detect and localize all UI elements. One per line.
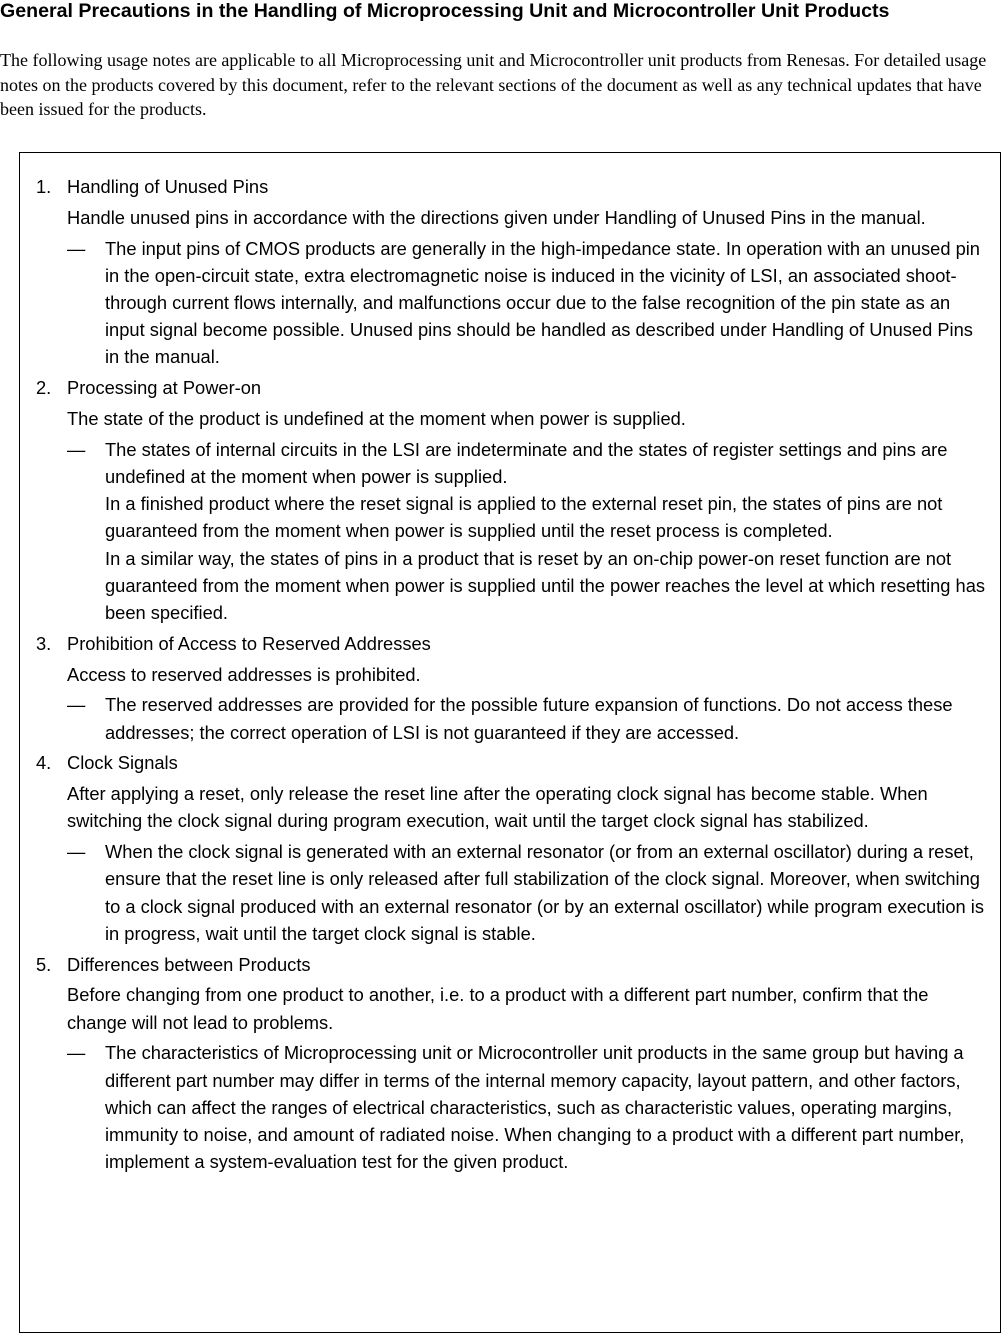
detail-paragraph: The states of internal circuits in the LSI are indeterminate and the states of register settings and pins are undefined at the moment when power is supplied. (105, 438, 948, 487)
detail-paragraph: The reserved addresses are provided for the possible future expansion of functions. Do not access these addresses; the correct operation of LSI is not guaranteed if they are accessed. (105, 694, 953, 743)
note-item (20, 630, 1002, 746)
detail-paragraph: The input pins of CMOS products are generally in the high-impedance state. In operation with an unused pin in the open-circuit state, extra electromagnetic noise is induced in the vicinity of LSI, an associated shoot-through current flows internally, and malfunctions occur due to the false recognition of the pin state as an input signal become possible. Unused pins should be handled as described under Handling of Unused Pins in the manual. (105, 237, 980, 368)
intro-paragraph: The following usage notes are applicable to all Microprocessing unit and Microcontroller unit products from Renesas. For detailed usage notes on the products covered by this document, refer to the relevant sections of the document as well as any technical updates that have been issued for the products. (0, 50, 987, 119)
detail-paragraph: The characteristics of Microprocessing unit or Microcontroller unit products in the same group but having a different part number may differ in terms of the internal memory capacity, layout pattern, and other factors, which can affect the ranges of electrical characteristics, such as characteristic values, operating margins, immunity to noise, and amount of radiated noise. When changing to a product with a different part number, implement a system-evaluation test for the given product. (105, 1042, 965, 1173)
note-heading: Clock Signals (67, 752, 178, 774)
note-item (20, 951, 1002, 1176)
precautions-box (19, 152, 1001, 1333)
note-detail (67, 838, 988, 947)
note-detail (67, 235, 988, 371)
detail-paragraph: When the clock signal is generated with an external resonator (or from an external oscillator) during a reset, ensure that the reset line is only released after full stabilization of the clock signal. Moreover, when switching to a clock signal produced with an external resonator (or by an external oscillator) while program execution is in progress, wait until the target clock signal is stable. (105, 841, 984, 944)
dash-marker: — (67, 237, 86, 259)
dash-marker: — (67, 694, 86, 716)
note-number: 4. (36, 752, 52, 774)
note-item (20, 749, 1002, 947)
dash-marker: — (67, 1042, 86, 1064)
detail-paragraph: In a similar way, the states of pins in a product that is reset by an on-chip power-on reset function are not guaranteed from the moment when power is supplied until the power reaches the level at which resetting has been specified. (105, 547, 986, 624)
note-item (20, 173, 1002, 371)
note-summary: Handle unused pins in accordance with the directions given under Handling of Unused Pins in the manual. (67, 206, 926, 228)
precautions-list (20, 173, 1002, 1179)
note-summary: The state of the product is undefined at the moment when power is supplied. (67, 408, 686, 429)
detail-paragraph: In a finished product where the reset signal is applied to the external reset pin, the states of pins are not guaranteed from the moment when power is supplied until the reset process is completed. (105, 493, 943, 542)
note-heading: Processing at Power-on (67, 377, 262, 399)
note-detail (67, 691, 988, 745)
note-heading: Prohibition of Access to Reserved Addresses (67, 632, 431, 654)
note-heading: Handling of Unused Pins (67, 176, 269, 197)
note-summary: After applying a reset, only release the reset line after the operating clock signal has become stable. When switching the clock signal during program execution, wait until the target clock signal has stabilized. (67, 783, 928, 832)
note-number: 2. (36, 377, 52, 399)
note-item (20, 374, 1002, 626)
dash-marker: — (67, 841, 86, 863)
dash-marker: — (67, 438, 86, 460)
page-title: General Precautions in the Handling of Microprocessing Unit and Microcontroller Unit Products (0, 0, 890, 22)
note-summary: Access to reserved addresses is prohibited. (67, 663, 421, 685)
note-detail (67, 1039, 988, 1175)
note-detail (67, 436, 988, 626)
note-number: 1. (36, 176, 52, 197)
note-heading: Differences between Products (67, 953, 311, 975)
note-summary: Before changing from one product to another, i.e. to a product with a different part number, confirm that the change will not lead to problems. (67, 984, 929, 1033)
note-number: 5. (36, 953, 52, 975)
note-number: 3. (36, 632, 52, 654)
